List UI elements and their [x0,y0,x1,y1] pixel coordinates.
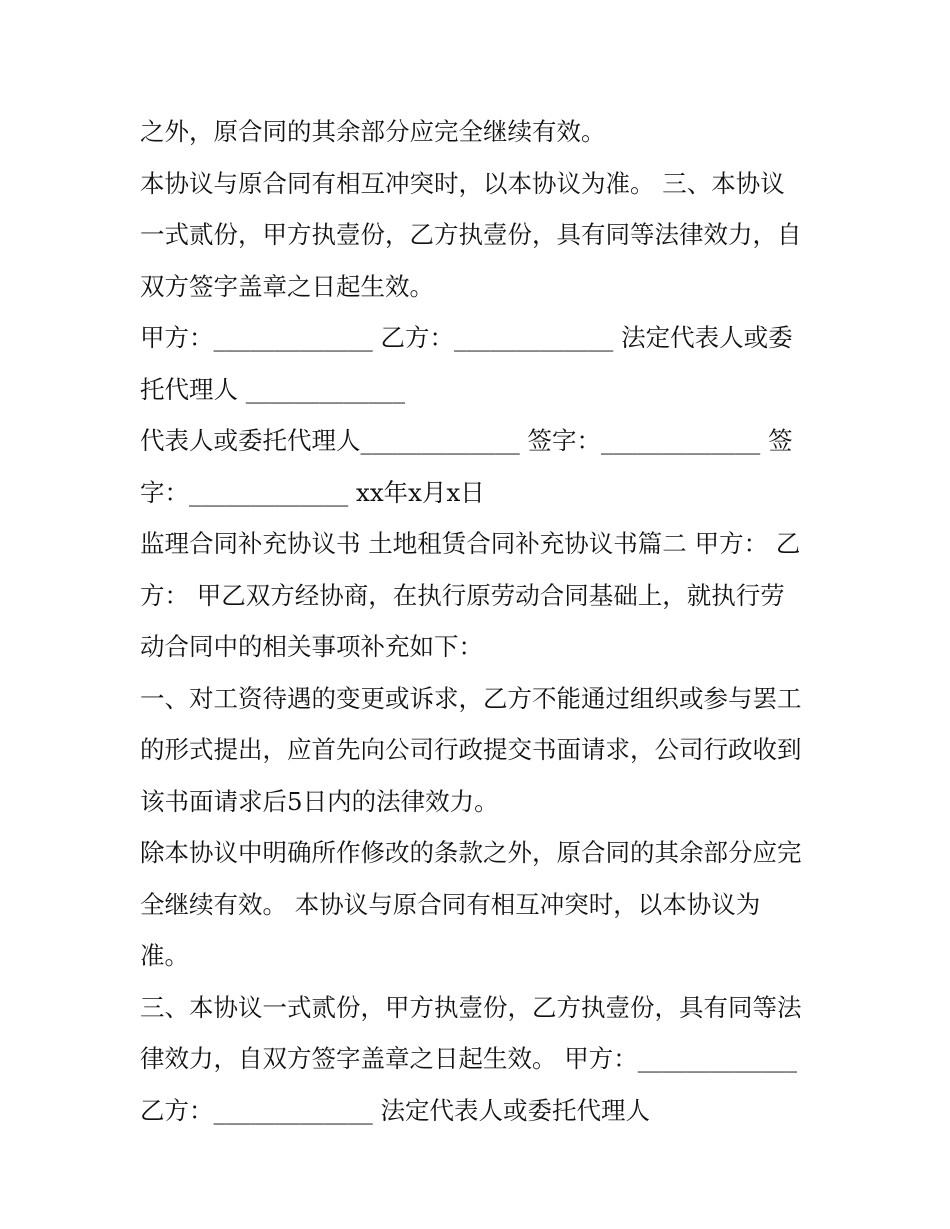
text-line: 一、对工资待遇的变更或诉求，乙方不能通过组织或参与罢工 [140,683,802,713]
text-line: 除本协议中明确所作修改的条款之外，原合同的其余部分应完 [140,838,802,867]
text-line: 监理合同补充协议书 土地租赁合同补充协议书篇二 甲方： 乙 [140,529,801,558]
text-line: 托代理人 _____________ [140,374,406,404]
document-body [140,106,820,1136]
text-line: 三、本协议一式贰份，甲方执壹份，乙方执壹份，具有同等法 [140,992,802,1022]
text-line: 字：_____________ xx年x月x日 [140,477,485,507]
text-line: 律效力，自双方签字盖章之日起生效。 甲方：_____________ [140,1044,798,1073]
text-line: 之外，原合同的其余部分应完全继续有效。 [140,117,606,146]
text-line: 甲方：_____________ 乙方：_____________ 法定代表人或委 [140,323,793,352]
text-line: 动合同中的相关事项补充如下： [140,632,483,661]
text-line: 双方签字盖章之日起生效。 [140,271,434,301]
text-line: 该书面请求后5日内的法律效力。 [140,786,499,816]
text-line: 准。 [140,941,189,970]
text-line: 方： 甲乙双方经协商，在执行原劳动合同基础上，就执行劳 [140,580,785,610]
text-line: 的形式提出，应首先向公司行政提交书面请求，公司行政收到 [140,735,802,764]
text-line: 乙方：_____________ 法定代表人或委托代理人 [140,1095,651,1125]
text-line: 全继续有效。 本协议与原合同有相互冲突时，以本协议为 [140,889,761,919]
text-line: 本协议与原合同有相互冲突时，以本协议为准。 三、本协议 [140,168,785,198]
text-line: 一式贰份，甲方执壹份，乙方执壹份，具有同等法律效力，自 [140,220,802,249]
text-line: 代表人或委托代理人_____________ 签字：_____________ 签 [140,426,793,455]
